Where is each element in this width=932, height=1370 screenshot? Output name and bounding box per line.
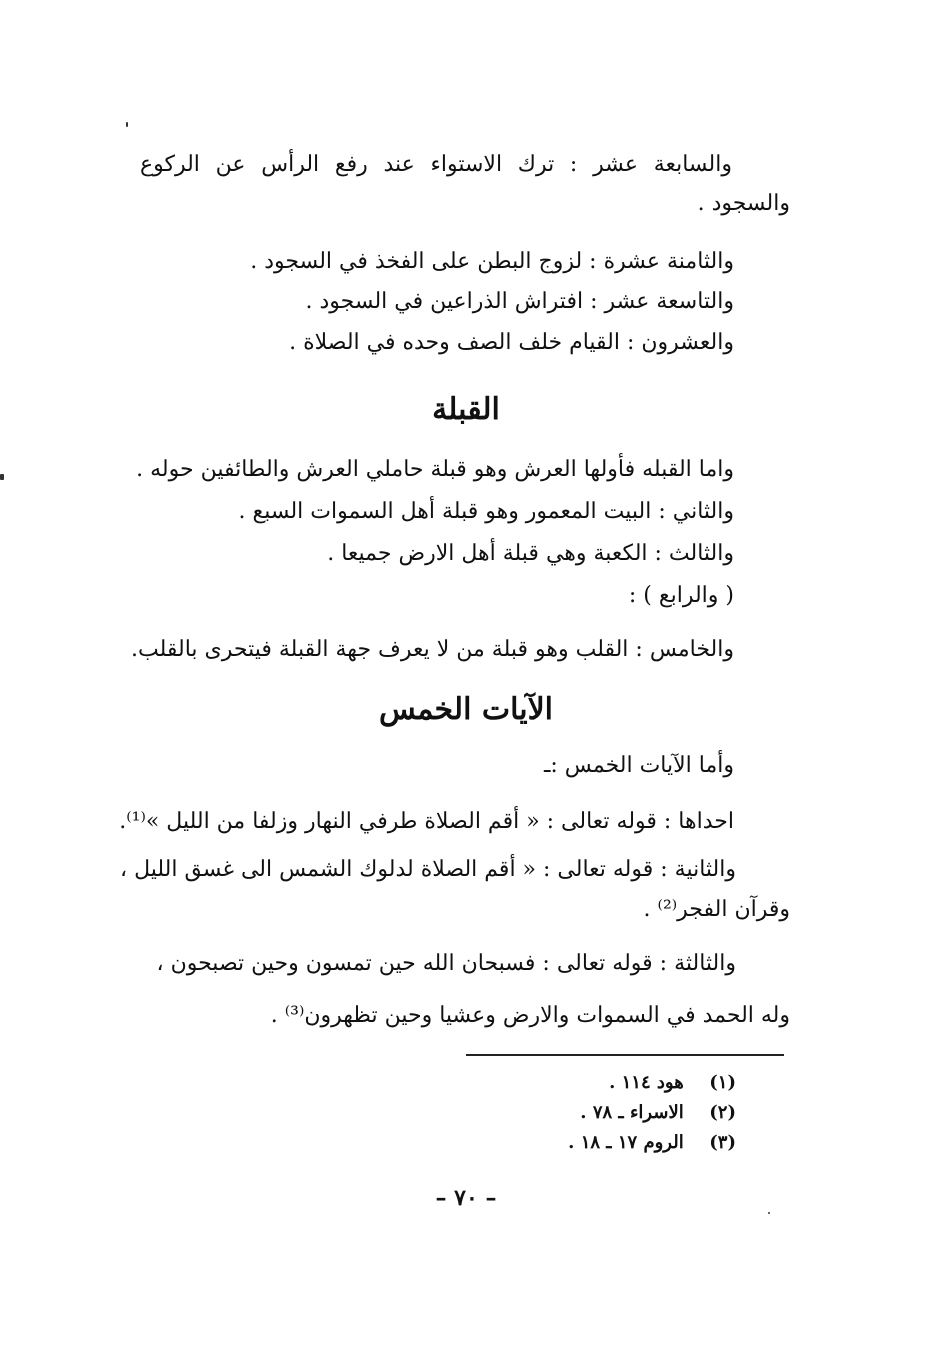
- verse-3-line-2: وله الحمد في السموات والارض وعشيا وحين تظهرون⁽³⁾ .: [270, 1003, 790, 1028]
- verse-2-line-1: والثانية : قوله تعالى : « أقم الصلاة لدلوك الشمس الى غسق الليل ،: [120, 857, 736, 882]
- footnote-text: الاسراء ـ ٧٨ .: [580, 1102, 684, 1123]
- footnote-separator: [466, 1054, 784, 1056]
- qibla-line-5: والخامس : القلب وهو قبلة من لا يعرف جهة القبلة فيتحرى بالقلب.: [130, 637, 734, 662]
- fault-19: والتاسعة عشر : افتراش الذراعين في السجود .: [305, 289, 734, 314]
- verses-intro: وأما الآيات الخمس :ـ: [543, 753, 734, 778]
- page-number: – ٧٠ –: [435, 1185, 497, 1211]
- qibla-line-4: ( والرابع ) :: [628, 583, 734, 608]
- fault-18: والثامنة عشرة : لزوج البطن على الفخذ في السجود .: [250, 249, 734, 274]
- footnote-3: [568, 1128, 736, 1158]
- scan-speck: [768, 1212, 770, 1214]
- qibla-heading: القبلة: [432, 392, 500, 427]
- fault-17-line-2: والسجود .: [697, 191, 790, 216]
- footnote-number: (٣): [709, 1132, 736, 1153]
- footnote-1: [609, 1068, 736, 1098]
- footnote-2: [580, 1098, 736, 1128]
- fault-17-line-1: والسابعة عشر : ترك الاستواء عند رفع الرأس عن الركوع: [140, 152, 732, 177]
- footnote-text: هود ١١٤ .: [609, 1072, 684, 1093]
- scan-speck: [126, 122, 128, 127]
- footnote-number: (٢): [709, 1102, 736, 1123]
- footnote-number: (١): [709, 1072, 736, 1093]
- footnote-text: الروم ١٧ ـ ١٨ .: [568, 1132, 684, 1153]
- qibla-line-2: والثاني : البيت المعمور وهو قبلة أهل السموات السبع .: [238, 499, 734, 524]
- scan-speck: [0, 474, 4, 480]
- qibla-line-1: واما القبله فأولها العرش وهو قبلة حاملي العرش والطائفين حوله .: [136, 457, 734, 482]
- verses-heading: الآيات الخمس: [378, 692, 554, 727]
- verse-3-line-1: والثالثة : قوله تعالى : فسبحان الله حين تمسون وحين تصبحون ،: [156, 951, 736, 976]
- qibla-line-3: والثالث : الكعبة وهي قبلة أهل الارض جميعا .: [327, 541, 734, 566]
- verse-1: احداها : قوله تعالى : « أقم الصلاة طرفي النهار وزلفا من الليل »⁽¹⁾.: [119, 809, 734, 834]
- verse-2-line-2: وقرآن الفجر⁽²⁾ .: [643, 897, 790, 922]
- fault-20: والعشرون : القيام خلف الصف وحده في الصلاة .: [289, 330, 734, 355]
